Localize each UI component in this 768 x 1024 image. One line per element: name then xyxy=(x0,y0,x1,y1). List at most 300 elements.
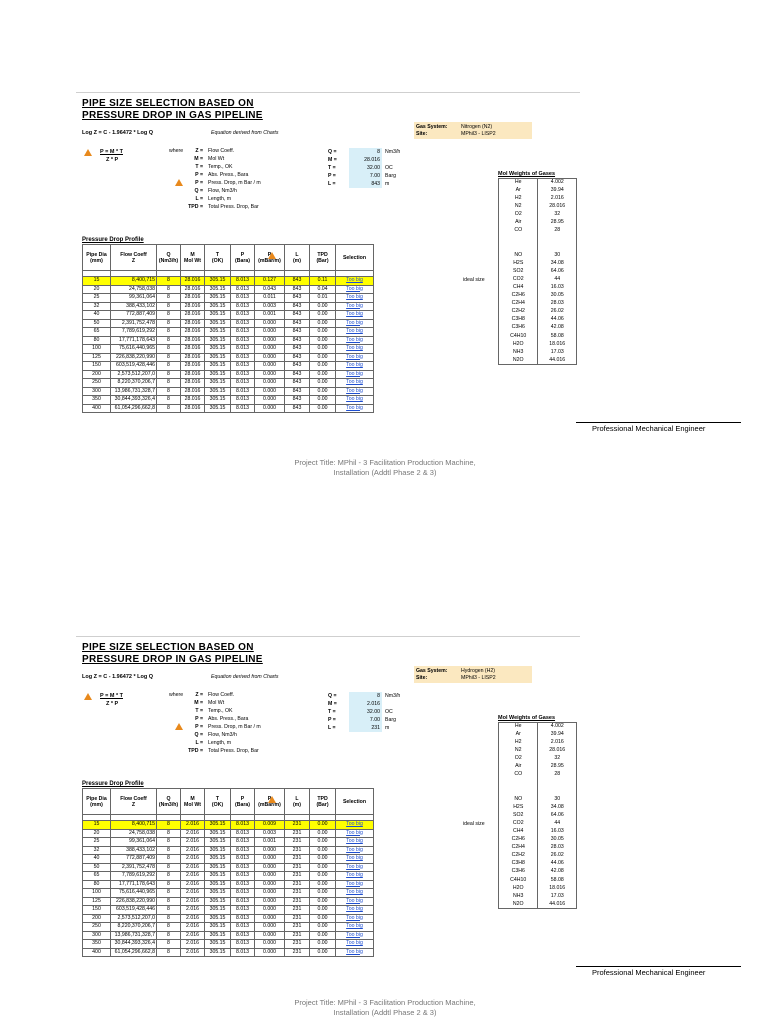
parameter-row xyxy=(328,148,418,156)
table-cell: 0.00 xyxy=(310,889,336,898)
gas-name: N2O xyxy=(512,356,524,363)
table-cell: 0.04 xyxy=(310,285,336,294)
selection-link[interactable]: Too big xyxy=(336,855,374,864)
site-label: Site: xyxy=(416,675,428,681)
selection-link[interactable]: Too big xyxy=(336,863,374,872)
gas-name: Ar xyxy=(515,186,521,193)
selection-link[interactable]: Too big xyxy=(336,846,374,855)
definition-text: Mol Wt xyxy=(208,700,225,706)
table-cell: 305.15 xyxy=(205,906,231,915)
mol-row xyxy=(499,332,577,340)
mol-weights-title: Mol Weights of Gases xyxy=(498,715,556,721)
gas-mol-weight: 28.016 xyxy=(538,747,577,755)
table-cell: 2.016 xyxy=(181,863,205,872)
table-cell: 0.00 xyxy=(310,379,336,388)
gas-name xyxy=(499,243,538,251)
column-header-line1 xyxy=(83,252,110,258)
selection-link[interactable]: Too big xyxy=(336,294,374,303)
table-cell: 8.013 xyxy=(231,829,255,838)
gas-mol-weight: 32 xyxy=(538,211,577,219)
table-row xyxy=(83,311,374,320)
table-cell: 0.00 xyxy=(310,345,336,354)
table-cell: 231 xyxy=(285,914,310,923)
column-header-text: L xyxy=(295,251,299,258)
table-cell: 2,573,512,207,0 xyxy=(111,370,157,379)
table-cell: 2.016 xyxy=(181,838,205,847)
table-cell: 8 xyxy=(157,914,181,923)
table-cell: 843 xyxy=(285,362,310,371)
sheet-title-line1: PIPE SIZE SELECTION BASED ON xyxy=(82,642,254,653)
parameter-value-cell[interactable]: 8 xyxy=(349,148,382,156)
table-row xyxy=(83,872,374,881)
definition-text: Flow Coeff. xyxy=(208,148,235,154)
parameter-key: P = xyxy=(328,173,336,179)
gas-mol-weight: 30.05 xyxy=(538,836,577,844)
table-row xyxy=(83,319,374,328)
mol-row xyxy=(499,755,577,763)
mol-row xyxy=(499,268,577,276)
table-cell: 8 xyxy=(157,277,181,286)
project-title-line2: Installation (Addtl Phase 2 & 3) xyxy=(333,1008,437,1017)
table-cell: 0.000 xyxy=(255,379,285,388)
selection-link[interactable]: Too big xyxy=(336,880,374,889)
mol-row xyxy=(499,884,577,892)
table-cell: 305.15 xyxy=(205,880,231,889)
selection-link[interactable]: Too big xyxy=(336,906,374,915)
gas-system-value: Hydrogen (H2) xyxy=(461,668,496,674)
column-header-text: Q xyxy=(166,251,171,258)
definition-symbol: P = xyxy=(195,724,203,730)
column-header-line2: (mm) xyxy=(90,801,103,808)
parameter-value-cell[interactable]: 32.00 xyxy=(349,708,382,716)
table-cell: 28.016 xyxy=(181,379,205,388)
ideal-size-label: ideal size xyxy=(463,821,485,827)
table-cell: 0.000 xyxy=(255,889,285,898)
table-cell: 0.000 xyxy=(255,370,285,379)
pressure-drop-table xyxy=(82,788,374,957)
formula-numerator: P = M * T xyxy=(100,149,123,155)
column-header-text: P xyxy=(267,251,272,258)
signature-line xyxy=(576,422,741,423)
table-cell: 8 xyxy=(157,328,181,337)
selection-link[interactable]: Too big xyxy=(336,345,374,354)
table-row xyxy=(83,838,374,847)
gas-name: C2H6 xyxy=(511,836,525,843)
table-cell: 400 xyxy=(83,404,111,413)
table-cell: 231 xyxy=(285,821,310,830)
table-cell: 8.013 xyxy=(231,897,255,906)
table-cell: 843 xyxy=(285,319,310,328)
table-cell: 0.000 xyxy=(255,362,285,371)
table-cell: 200 xyxy=(83,370,111,379)
table-cell: 305.15 xyxy=(205,948,231,957)
mol-row xyxy=(499,292,577,300)
project-title-line1: Project Title: MPhil - 3 Facilitation Production Machine, xyxy=(294,458,476,467)
table-cell: 8 xyxy=(157,336,181,345)
table-cell: 305.15 xyxy=(205,404,231,413)
column-header-line2: (m) xyxy=(292,801,302,808)
table-cell: 8 xyxy=(157,396,181,405)
column-header-line2: (Nm3/h) xyxy=(158,801,179,808)
column-header-text: T xyxy=(215,251,220,258)
table-cell: 8 xyxy=(157,940,181,949)
pressure-drop-formula xyxy=(84,693,134,713)
definition-text: Flow Coeff. xyxy=(208,692,235,698)
table-cell: 150 xyxy=(83,906,111,915)
table-row xyxy=(83,880,374,889)
table-cell: 25 xyxy=(83,294,111,303)
table-cell: 2.016 xyxy=(181,846,205,855)
parameter-value-cell[interactable]: 28.016 xyxy=(349,156,382,164)
table-cell: 8.013 xyxy=(231,319,255,328)
table-cell: 0.00 xyxy=(310,948,336,957)
table-cell: 0.000 xyxy=(255,897,285,906)
table-cell: 8.013 xyxy=(231,277,255,286)
parameter-value-cell[interactable]: 7.00 xyxy=(349,716,382,724)
table-cell: 17,771,178,643 xyxy=(111,880,157,889)
definition-text: Length, m xyxy=(208,196,232,202)
table-cell: 8.013 xyxy=(231,863,255,872)
table-cell: 61,054,296,662,8 xyxy=(111,948,157,957)
gas-name: C3H6 xyxy=(511,324,525,331)
parameter-value-cell[interactable]: 2.016 xyxy=(349,700,382,708)
gas-name: O2 xyxy=(514,755,522,762)
table-cell: 2.016 xyxy=(181,906,205,915)
gas-name: Air xyxy=(515,219,522,226)
mol-row xyxy=(499,852,577,860)
table-cell: 0.000 xyxy=(255,353,285,362)
definition-symbol: T = xyxy=(195,164,203,170)
definition-symbol: P = xyxy=(195,716,203,722)
table-cell: 231 xyxy=(285,846,310,855)
table-cell: 0.000 xyxy=(255,336,285,345)
table-cell: 8.013 xyxy=(231,855,255,864)
gas-mol-weight: 26.02 xyxy=(538,308,577,316)
table-cell: 8.013 xyxy=(231,379,255,388)
table-cell: 20 xyxy=(83,285,111,294)
column-header-line2: (Bara) xyxy=(235,801,250,808)
definition-symbol: Q = xyxy=(194,732,203,738)
selection-link[interactable]: Too big xyxy=(336,404,374,413)
table-cell: 2.016 xyxy=(181,872,205,881)
table-row xyxy=(83,379,374,388)
table-cell: 28.016 xyxy=(181,277,205,286)
column-header-line2: Mol Wt xyxy=(184,257,201,264)
project-title-line2: Installation (Addtl Phase 2 & 3) xyxy=(333,468,437,477)
table-cell: 28.016 xyxy=(181,362,205,371)
table-cell: 231 xyxy=(285,838,310,847)
gas-name xyxy=(499,779,538,787)
table-cell: 8 xyxy=(157,404,181,413)
equation-note: Equation derived from Charts xyxy=(211,674,279,680)
definition-symbol: L = xyxy=(195,740,203,746)
definition-text: Abs. Press., Bara xyxy=(208,172,249,178)
selection-link[interactable]: Too big xyxy=(336,948,374,957)
table-cell: 0.000 xyxy=(255,345,285,354)
parameter-row xyxy=(328,692,418,700)
selection-link[interactable]: Too big xyxy=(336,362,374,371)
table-row xyxy=(83,829,374,838)
table-cell: 8 xyxy=(157,897,181,906)
column-header xyxy=(310,245,336,271)
table-cell: 0.00 xyxy=(310,821,336,830)
parameter-row xyxy=(328,716,418,724)
definition-symbol: Z = xyxy=(195,148,203,154)
selection-link[interactable]: Too big xyxy=(336,940,374,949)
column-header xyxy=(181,789,205,815)
selection-link[interactable]: Too big xyxy=(336,838,374,847)
table-cell: 32 xyxy=(83,302,111,311)
selection-link[interactable]: Too big xyxy=(336,285,374,294)
selection-link[interactable]: Too big xyxy=(336,821,374,830)
column-header xyxy=(205,245,231,271)
pipe-size-sheet xyxy=(76,92,580,452)
selection-link[interactable]: Too big xyxy=(336,872,374,881)
mol-row xyxy=(499,860,577,868)
parameter-value-cell[interactable]: 8 xyxy=(349,692,382,700)
table-cell: 8 xyxy=(157,863,181,872)
mol-row xyxy=(499,284,577,292)
table-cell: 0.000 xyxy=(255,940,285,949)
gas-name: CO xyxy=(514,227,523,234)
gas-system-label: Gas System: xyxy=(416,124,448,130)
mol-row xyxy=(499,276,577,284)
where-label: where xyxy=(169,692,184,698)
table-cell: 305.15 xyxy=(205,863,231,872)
table-cell: 300 xyxy=(83,931,111,940)
table-cell: 0.00 xyxy=(310,336,336,345)
gas-mol-weight: 28.95 xyxy=(538,763,577,771)
definition-text: Press. Drop, m Bar / m xyxy=(208,180,261,186)
table-cell: 0.000 xyxy=(255,923,285,932)
table-cell: 0.003 xyxy=(255,302,285,311)
gas-mol-weight: 30.05 xyxy=(538,292,577,300)
table-cell: 0.000 xyxy=(255,396,285,405)
table-cell: 305.15 xyxy=(205,362,231,371)
table-cell: 28.016 xyxy=(181,328,205,337)
parameter-value-cell[interactable]: 843 xyxy=(349,180,382,188)
selection-link[interactable]: Too big xyxy=(336,829,374,838)
sheet-top-rule xyxy=(76,92,580,93)
table-cell: 843 xyxy=(285,302,310,311)
mol-row xyxy=(499,211,577,219)
table-row xyxy=(83,285,374,294)
selection-link[interactable]: Too big xyxy=(336,379,374,388)
table-cell: 8 xyxy=(157,294,181,303)
table-cell: 0.11 xyxy=(310,277,336,286)
column-header xyxy=(83,245,111,271)
definition-text: Abs. Press., Bara xyxy=(208,716,249,722)
table-cell: 8.013 xyxy=(231,923,255,932)
table-cell: 0.001 xyxy=(255,838,285,847)
table-cell: 0.127 xyxy=(255,277,285,286)
table-cell: 305.15 xyxy=(205,846,231,855)
mol-row xyxy=(499,771,577,779)
selection-link[interactable]: Too big xyxy=(336,336,374,345)
table-cell: 0.00 xyxy=(310,353,336,362)
column-header-line2: (Bar) xyxy=(316,801,329,808)
definition-symbol: TPD = xyxy=(188,204,203,210)
selection-link[interactable]: Too big xyxy=(336,914,374,923)
selection-link[interactable]: Too big xyxy=(336,387,374,396)
mol-row xyxy=(499,227,577,235)
table-cell: 0.009 xyxy=(255,821,285,830)
gas-mol-weight: 39.94 xyxy=(538,187,577,195)
gas-mol-weight xyxy=(538,235,577,243)
table-cell: 305.15 xyxy=(205,319,231,328)
definition-text: Flow, Nm3/h xyxy=(208,732,237,738)
selection-link[interactable]: Too big xyxy=(336,897,374,906)
mol-row xyxy=(499,187,577,195)
table-cell: 8.013 xyxy=(231,846,255,855)
table-cell: 8.013 xyxy=(231,387,255,396)
definition-symbol: M = xyxy=(194,700,203,706)
table-cell: 0.00 xyxy=(310,829,336,838)
table-cell: 32 xyxy=(83,846,111,855)
table-cell: 843 xyxy=(285,387,310,396)
table-cell: 231 xyxy=(285,863,310,872)
table-cell: 8.013 xyxy=(231,906,255,915)
table-cell: 8 xyxy=(157,855,181,864)
column-header-line1 xyxy=(336,255,373,261)
selection-link[interactable]: Too big xyxy=(336,277,374,286)
column-header-text: M xyxy=(190,251,195,258)
table-cell: 231 xyxy=(285,906,310,915)
column-header-text: TPD xyxy=(317,251,328,258)
gas-mol-weight: 18.016 xyxy=(538,884,577,892)
table-cell: 0.000 xyxy=(255,872,285,881)
table-cell: 8.013 xyxy=(231,404,255,413)
parameter-row xyxy=(328,700,418,708)
mol-row xyxy=(499,779,577,787)
table-cell: 231 xyxy=(285,889,310,898)
project-title-line1: Project Title: MPhil - 3 Facilitation Production Machine, xyxy=(294,998,476,1007)
table-cell: 772,887,409 xyxy=(111,311,157,320)
site-label: Site: xyxy=(416,131,428,137)
column-header-line1 xyxy=(83,796,110,802)
gas-name: H2S xyxy=(513,259,524,266)
definition-text: Mol Wt xyxy=(208,156,225,162)
gas-mol-weight: 42.08 xyxy=(538,868,577,876)
equation-note: Equation derived from Charts xyxy=(211,130,279,136)
column-header xyxy=(181,245,205,271)
table-cell: 0.01 xyxy=(310,294,336,303)
table-cell: 125 xyxy=(83,897,111,906)
table-cell: 8.013 xyxy=(231,336,255,345)
gas-mol-weight: 28.03 xyxy=(538,300,577,308)
selection-link[interactable]: Too big xyxy=(336,889,374,898)
table-cell: 843 xyxy=(285,311,310,320)
column-header xyxy=(285,245,310,271)
column-header xyxy=(231,245,255,271)
table-cell: 28.016 xyxy=(181,345,205,354)
mol-row xyxy=(499,836,577,844)
column-header xyxy=(83,789,111,815)
mol-row xyxy=(499,251,577,259)
parameter-value-cell[interactable]: 7.00 xyxy=(349,172,382,180)
parameter-unit: Barg xyxy=(385,173,396,179)
gas-name: Air xyxy=(515,763,522,770)
parameter-value-cell[interactable]: 32.00 xyxy=(349,164,382,172)
gas-name xyxy=(499,235,538,243)
table-cell: 0.000 xyxy=(255,948,285,957)
selection-link[interactable]: Too big xyxy=(336,302,374,311)
gas-name: H2 xyxy=(514,194,522,201)
definition-symbol: T = xyxy=(195,708,203,714)
column-header-line2: (OK) xyxy=(211,257,224,264)
selection-link[interactable]: Too big xyxy=(336,328,374,337)
gas-mol-weight: 4.002 xyxy=(538,179,577,187)
parameter-key: L = xyxy=(328,725,336,731)
table-cell: 843 xyxy=(285,379,310,388)
site-value: MPhil3 - LISP2 xyxy=(461,675,496,681)
table-cell: 28.016 xyxy=(181,336,205,345)
column-header xyxy=(255,789,285,815)
delta-triangle-icon xyxy=(268,796,276,803)
table-cell: 15 xyxy=(83,277,111,286)
table-cell: 8 xyxy=(157,838,181,847)
parameter-value-cell[interactable]: 231 xyxy=(349,724,382,732)
table-cell: 231 xyxy=(285,931,310,940)
parameter-row xyxy=(328,180,418,188)
mol-row xyxy=(499,812,577,820)
gas-mol-weight: 17.03 xyxy=(538,348,577,356)
parameter-row xyxy=(328,164,418,172)
selection-link[interactable]: Too big xyxy=(336,319,374,328)
table-cell: 2.016 xyxy=(181,829,205,838)
parameter-row xyxy=(328,172,418,180)
table-cell: 0.000 xyxy=(255,906,285,915)
table-cell: 305.15 xyxy=(205,872,231,881)
table-cell: 2.016 xyxy=(181,931,205,940)
table-cell: 100 xyxy=(83,345,111,354)
gas-name: CH4 xyxy=(513,828,524,835)
selection-link[interactable]: Too big xyxy=(336,923,374,932)
table-cell: 0.003 xyxy=(255,829,285,838)
table-cell: 25 xyxy=(83,838,111,847)
gas-system-box xyxy=(414,666,532,683)
mol-row xyxy=(499,357,577,365)
selection-link[interactable]: Too big xyxy=(336,931,374,940)
table-cell: 40 xyxy=(83,855,111,864)
table-cell: 0.00 xyxy=(310,940,336,949)
table-cell: 28.016 xyxy=(181,370,205,379)
column-header xyxy=(205,789,231,815)
gas-name: H2 xyxy=(514,738,522,745)
selection-link[interactable]: Too big xyxy=(336,396,374,405)
definition-symbol: Q = xyxy=(194,188,203,194)
formula-denominator: Z * P xyxy=(106,701,119,707)
table-cell: 231 xyxy=(285,829,310,838)
selection-link[interactable]: Too big xyxy=(336,311,374,320)
pressure-drop-profile-label: Pressure Drop Profile xyxy=(82,781,144,787)
table-cell: 8.013 xyxy=(231,345,255,354)
table-cell: 843 xyxy=(285,370,310,379)
gas-name: He xyxy=(514,179,522,186)
selection-link[interactable]: Too big xyxy=(336,370,374,379)
mol-row xyxy=(499,723,577,731)
table-cell: 8 xyxy=(157,889,181,898)
table-cell: 305.15 xyxy=(205,302,231,311)
table-cell: 8.013 xyxy=(231,353,255,362)
table-row xyxy=(83,940,374,949)
table-cell: 231 xyxy=(285,923,310,932)
selection-link[interactable]: Too big xyxy=(336,353,374,362)
gas-mol-weight: 58.08 xyxy=(538,332,577,340)
table-row xyxy=(83,821,374,830)
table-cell: 0.00 xyxy=(310,897,336,906)
table-cell: 8 xyxy=(157,821,181,830)
